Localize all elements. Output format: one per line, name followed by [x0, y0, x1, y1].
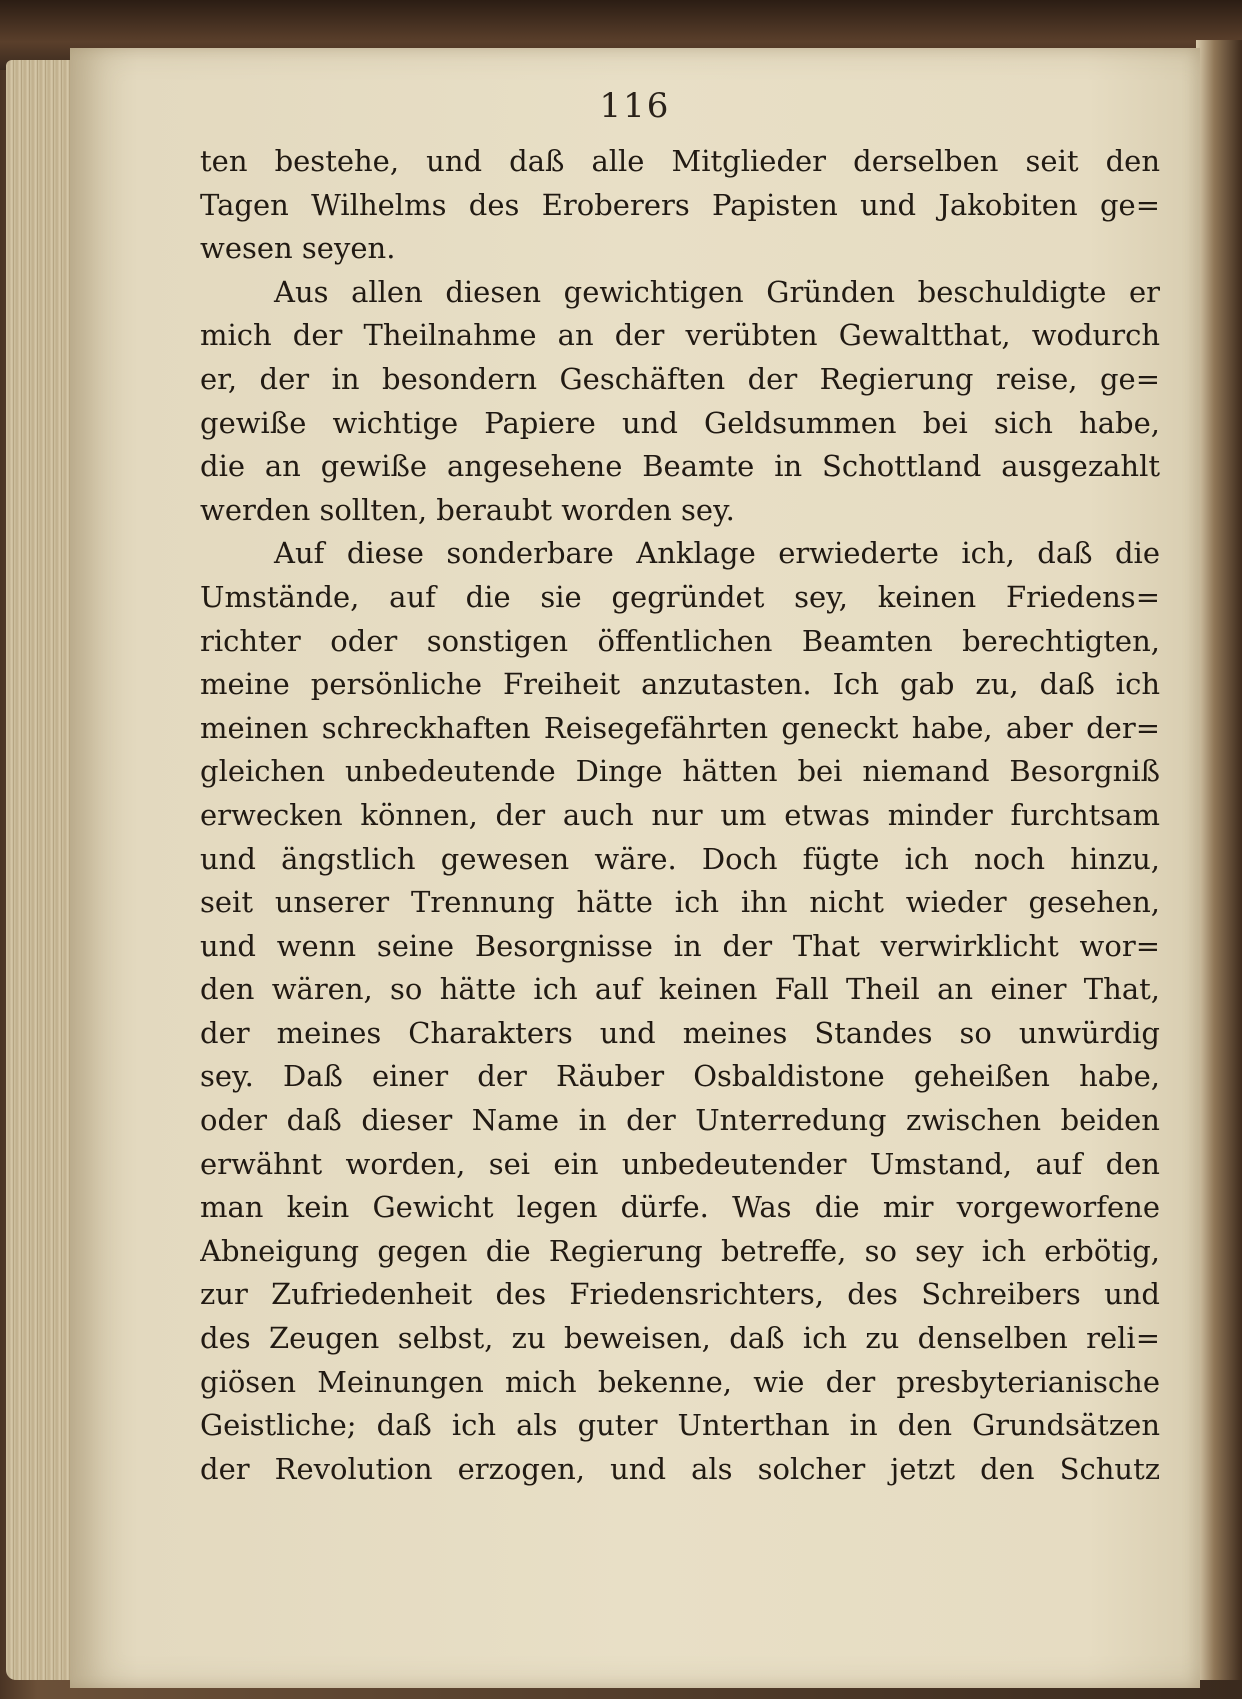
text-line: richter oder sonstigen öffentlichen Beamten berechtigten,: [200, 623, 1160, 658]
text-line: des Zeugen selbst, zu beweisen, daß ich zu denselben reli=: [200, 1321, 1160, 1356]
text-line: die an gewiße angesehene Beamte in Schottland ausgezahlt: [200, 449, 1160, 484]
text-line: Geistliche; daß ich als guter Unterthan in den Grundsätzen: [200, 1408, 1160, 1443]
text-line: gleichen unbedeutende Dinge hätten bei niemand Besorgniß: [200, 754, 1160, 789]
text-line: erwecken können, der auch nur um etwas minder furchtsam: [200, 797, 1160, 832]
text-line: Tagen Wilhelms des Eroberers Papisten und Jakobiten ge=: [200, 187, 1160, 222]
text-line: der meines Charakters und meines Standes so unwürdig: [200, 1015, 1160, 1050]
text-line: oder daß dieser Name in der Unterredung zwischen beiden: [200, 1103, 1160, 1138]
text-line: und wenn seine Besorgnisse in der That verwirklicht wor=: [200, 928, 1160, 963]
book-right-edge: [1196, 40, 1242, 1680]
text-line: werden sollten, beraubt worden sey.: [200, 492, 735, 527]
text-line: wesen seyen.: [200, 231, 396, 266]
text-line: meinen schreckhaften Reisegefährten geneckt habe, aber der=: [200, 710, 1160, 745]
text-line: zur Zufriedenheit des Friedensrichters, des Schreibers und: [200, 1277, 1160, 1312]
page-number: 116: [599, 86, 671, 126]
text-line: mich der Theilnahme an der verübten Gewaltthat, wodurch: [200, 318, 1160, 353]
text-line: Auf diese sonderbare Anklage erwiederte ich, daß die: [274, 536, 1160, 571]
text-line: Umstände, auf die sie gegründet sey, keinen Friedens=: [200, 579, 1160, 614]
text-line: er, der in besondern Geschäften der Regierung reise, ge=: [200, 361, 1160, 396]
text-line: sey. Daß einer der Räuber Osbaldistone geheißen habe,: [200, 1059, 1160, 1094]
text-line: Aus allen diesen gewichtigen Gründen beschuldigte er: [274, 274, 1160, 309]
text-line: erwähnt worden, sei ein unbedeutender Umstand, auf den: [200, 1146, 1160, 1181]
text-line: und ängstlich gewesen wäre. Doch fügte ich noch hinzu,: [200, 841, 1160, 876]
body-text: [200, 140, 1160, 1491]
text-line: der Revolution erzogen, und als solcher jetzt den Schutz: [200, 1451, 1160, 1486]
text-line: man kein Gewicht legen dürfe. Was die mir vorgeworfene: [200, 1190, 1160, 1225]
text-line: giösen Meinungen mich bekenne, wie der presbyterianische: [200, 1364, 1160, 1399]
text-line: Abneigung gegen die Regierung betreffe, so sey ich erbötig,: [200, 1233, 1160, 1268]
book-page: [70, 48, 1200, 1688]
text-line: meine persönliche Freiheit anzutasten. Ich gab zu, daß ich: [200, 667, 1160, 702]
text-line: gewiße wichtige Papiere und Geldsummen bei sich habe,: [200, 405, 1160, 440]
text-line: seit unserer Trennung hätte ich ihn nicht wieder gesehen,: [200, 885, 1160, 920]
text-line: ten bestehe, und daß alle Mitglieder derselben seit den: [200, 144, 1160, 178]
text-line: den wären, so hätte ich auf keinen Fall Theil an einer That,: [200, 972, 1160, 1007]
